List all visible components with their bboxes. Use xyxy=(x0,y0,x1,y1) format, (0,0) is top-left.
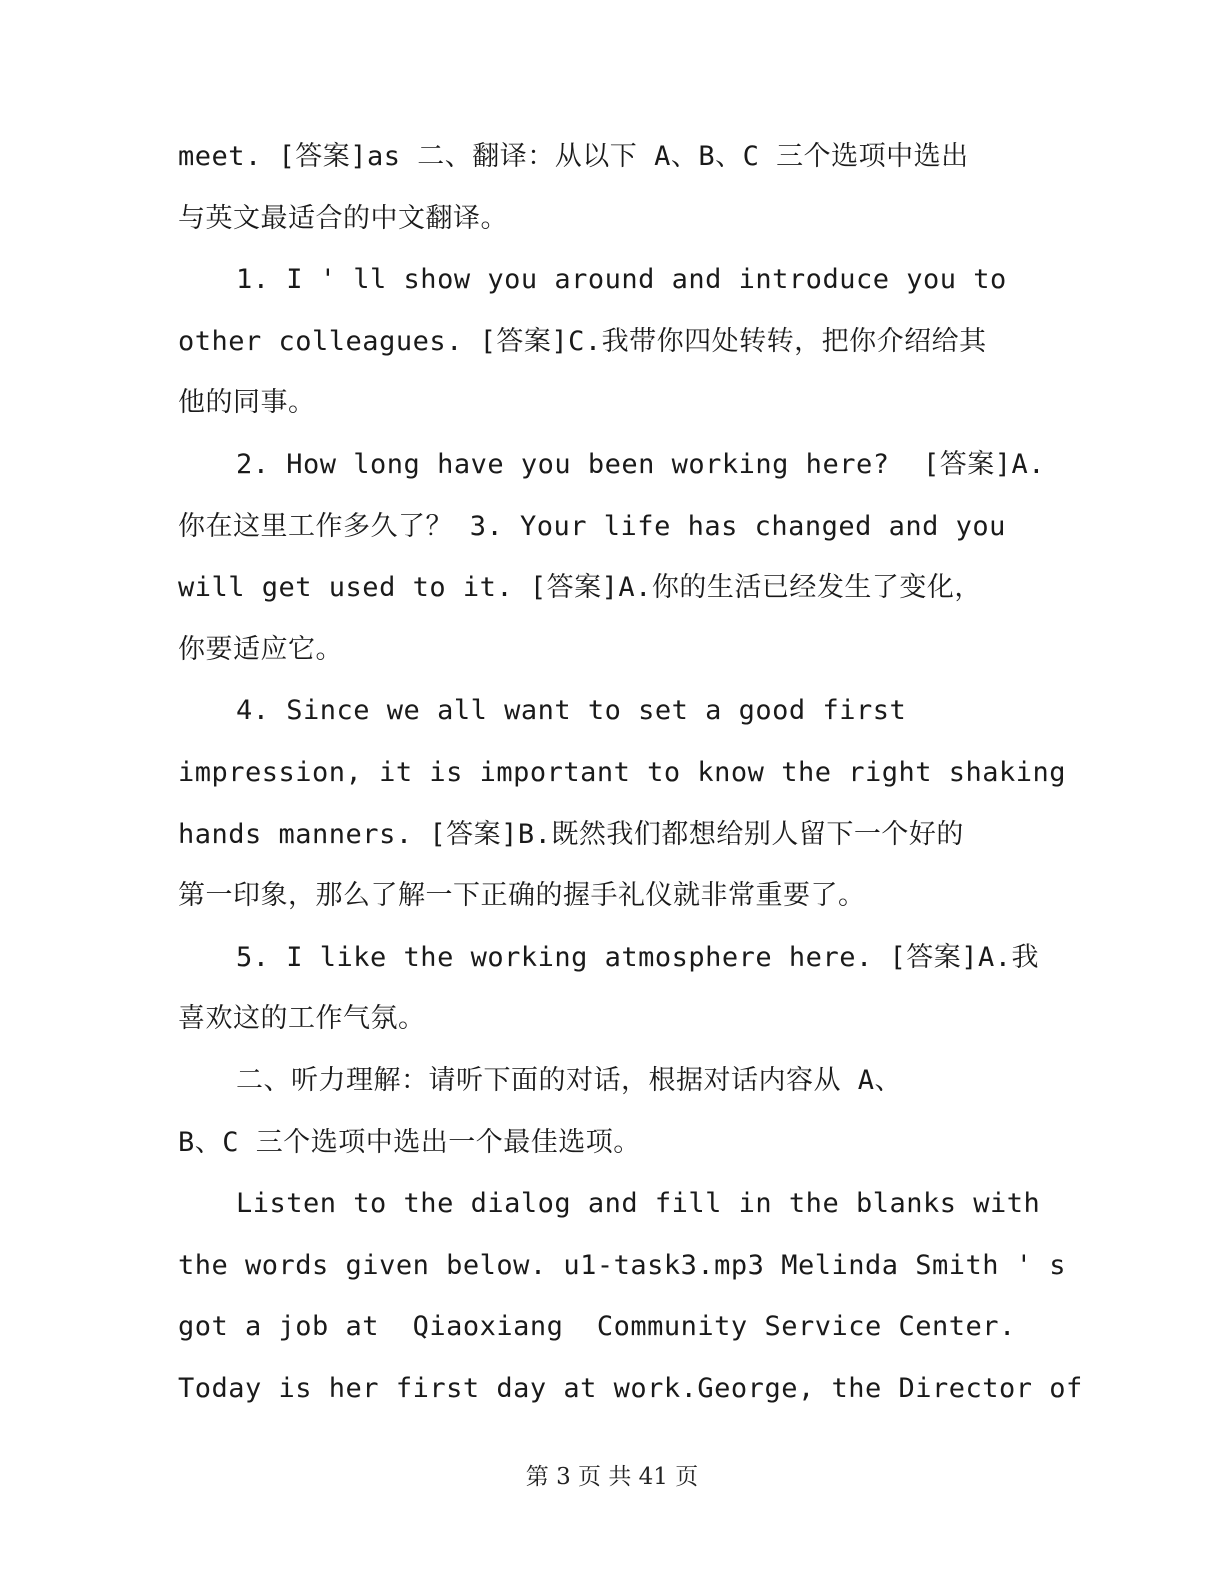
text-line: the words given below. u1-task3.mp3 Melinda Smith ' s xyxy=(178,1249,1067,1281)
text-line: hands manners. [答案]B.既然我们都想给别人留下一个好的 xyxy=(178,818,964,850)
text-line: B、C 三个选项中选出一个最佳选项。 xyxy=(178,1126,641,1158)
text-line: 与英文最适合的中文翻译。 xyxy=(178,202,508,234)
text-line: 你要适应它。 xyxy=(178,633,343,665)
text-line: 第一印象，那么了解一下正确的握手礼仪就非常重要了。 xyxy=(178,880,866,912)
text-line: 他的同事。 xyxy=(178,387,316,419)
section-heading: 二、听力理解：请听下面的对话，根据对话内容从 A、 xyxy=(236,1064,903,1096)
question-line: 2. How long have you been working here? [答案]A. xyxy=(236,448,1045,480)
question-line: 4. Since we all want to set a good first xyxy=(236,695,907,727)
question-line: 5. I like the working atmosphere here. [答案]A.我 xyxy=(236,941,1039,973)
text-line: 你在这里工作多久了？ 3. Your life has changed and you xyxy=(178,510,1006,542)
page-body xyxy=(178,126,1083,1419)
question-line: 1. I ' ll show you around and introduce you to xyxy=(236,264,1007,296)
text-line: will get used to it. [答案]A.你的生活已经发生了变化， xyxy=(178,572,982,604)
page-footer: 第 3 页 共 41 页 xyxy=(525,1464,699,1490)
text-line: 喜欢这的工作气氛。 xyxy=(178,1003,426,1035)
text-line: other colleagues. [答案]C.我带你四处转转，把你介绍给其 xyxy=(178,325,987,357)
text-line: meet. [答案]as 二、翻译：从以下 A、B、C 三个选项中选出 xyxy=(178,141,969,172)
text-line: got a job at Qiaoxiang Community Service Center. xyxy=(178,1311,1016,1343)
text-line: Today is her first day at work.George, the Director of xyxy=(178,1372,1083,1404)
paragraph-start: Listen to the dialog and fill in the blanks with xyxy=(236,1188,1041,1220)
text-line: impression, it is important to know the right shaking xyxy=(178,756,1067,788)
